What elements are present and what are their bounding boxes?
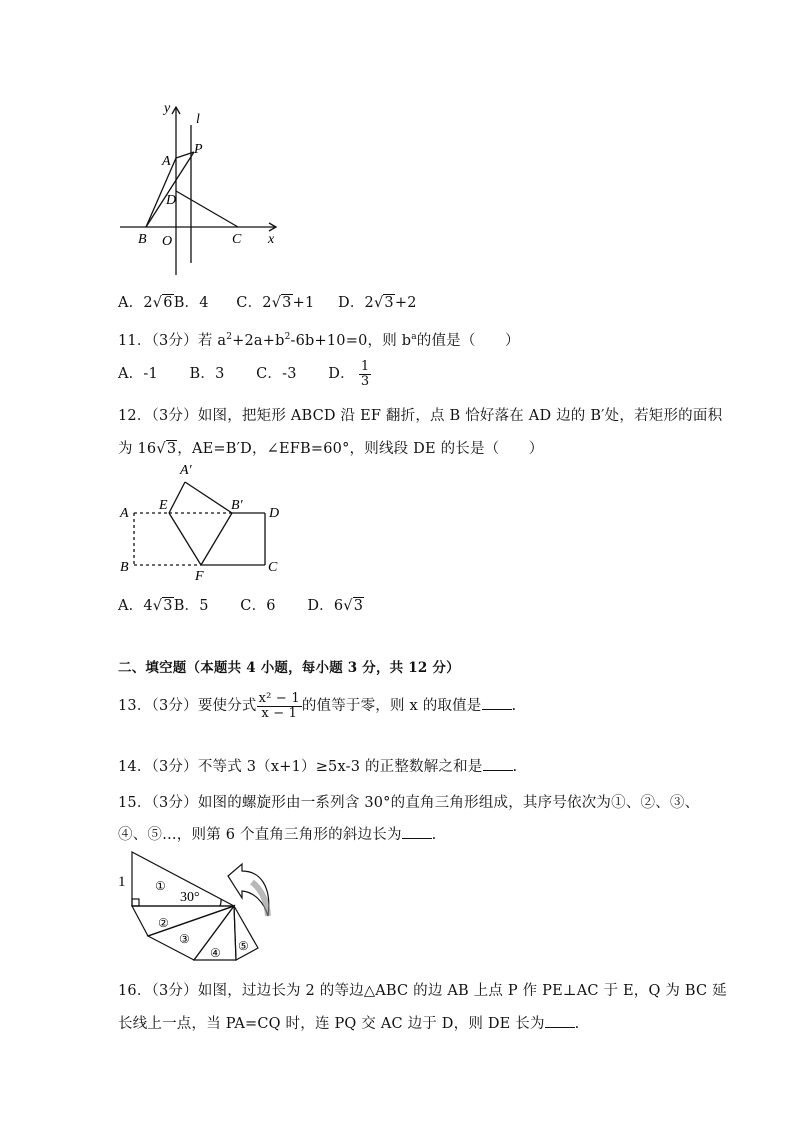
- label-B1: B′: [231, 498, 243, 513]
- q13-fraction: $\frac{\text{x² − 1}}{x - 1}$: [258, 691, 300, 721]
- label-C: C: [232, 232, 242, 247]
- segment-DC: [176, 191, 238, 227]
- label-B: B: [120, 560, 129, 575]
- q10-option-c[interactable]: C．2√3+1: [236, 295, 315, 311]
- label-circle3: ③: [179, 932, 190, 946]
- angle-arc: [220, 899, 221, 906]
- q12-option-a[interactable]: A．4√3: [118, 598, 173, 614]
- q11-option-c[interactable]: C．-3: [256, 366, 297, 383]
- label-D: D: [166, 193, 177, 208]
- label-B: B: [138, 232, 147, 247]
- label-C: C: [268, 560, 278, 575]
- label-O: O: [162, 234, 173, 249]
- section-heading: 二、填空题（本题共 4 小题，每小题 3 分，共 12 分）: [118, 660, 460, 676]
- q10-options: [118, 291, 417, 312]
- label-circle5: ⑤: [238, 939, 249, 953]
- q16-line2: 长线上一点，当 PA=CQ 时，连 PQ 交 AC 边于 D，则 DE 长为 .: [118, 1016, 580, 1032]
- q11-options: [118, 360, 371, 388]
- label-circle4: ④: [210, 946, 221, 960]
- q12-option-b[interactable]: B．5: [173, 598, 209, 614]
- q11-option-d[interactable]: D． $\frac{1}{3}$: [328, 359, 370, 389]
- q15-figure: [112, 846, 282, 966]
- q15-line1: 15．（3分）如图的螺旋形由一系列含 30°的直角三角形组成，其序号依次为①、②、③、: [118, 795, 700, 811]
- q16-line1: 16．（3分）如图，过边长为 2 的等边△ABC 的边 AB 上点 P 作 PE⊥AC 于 E，Q 为 BC 延: [118, 983, 727, 999]
- q10-option-b[interactable]: B．4: [173, 295, 209, 311]
- triangle-3: [148, 906, 234, 960]
- q15-answer-blank[interactable]: [402, 826, 432, 839]
- q13-answer-blank[interactable]: [482, 697, 512, 710]
- segment-EF: [169, 513, 201, 565]
- label-one: 1: [118, 874, 126, 890]
- label-circle2: ②: [158, 916, 169, 930]
- label-circle1: ①: [155, 879, 166, 893]
- q11-option-a[interactable]: A．-1: [118, 366, 158, 383]
- label-l: l: [196, 112, 200, 127]
- label-y: y: [164, 101, 171, 116]
- q12-line2: 为 16√3，AE=B′D，∠EFB=60°，则线段 DE 的长是（ ）: [118, 441, 544, 457]
- label-x: x: [268, 232, 275, 247]
- q12-line1: 12．（3分）如图，把矩形 ABCD 沿 EF 翻折，点 B 恰好落在 AD 边的 B′处，若矩形的面积: [118, 408, 723, 424]
- segment-A1B1: [185, 482, 232, 513]
- q10-option-d[interactable]: D．2√3+2: [338, 295, 417, 311]
- label-P: P: [194, 142, 203, 157]
- label-F: F: [195, 569, 204, 580]
- q12-figure: [112, 460, 292, 580]
- label-D: D: [269, 506, 280, 521]
- segment-EA1: [169, 482, 185, 513]
- q14-answer-blank[interactable]: [483, 758, 513, 771]
- label-A: A: [120, 506, 129, 521]
- q10-option-a[interactable]: A．2√6: [118, 295, 173, 311]
- q11-option-b[interactable]: B．3: [189, 366, 225, 383]
- q11-stem: 11．（3分）若 $a^2+2a+b^2-6b+10=0$，则 $b^a$的值是（ ）: [118, 332, 520, 349]
- q12-option-d[interactable]: D．6√3: [307, 598, 364, 614]
- label-A1: A′: [180, 463, 192, 478]
- q12-options: [118, 594, 364, 615]
- label-angle: 30°: [180, 890, 200, 905]
- label-E: E: [159, 498, 168, 513]
- q15-line2: ④、⑤…，则第 6 个直角三角形的斜边长为 .: [118, 827, 437, 843]
- q14: 14．（3分）不等式 3（x+1）≥5x-3 的正整数解之和是 .: [118, 759, 518, 775]
- label-A: A: [162, 154, 171, 169]
- q13: 13．（3分）要使分式 $\frac{\text{x² − 1}}{x - 1}$ 的值等于零，则 x 的取值是 .: [118, 691, 517, 721]
- q12-option-c[interactable]: C．6: [240, 598, 276, 614]
- segment-FB1: [201, 513, 232, 565]
- q16-answer-blank[interactable]: [545, 1015, 575, 1028]
- q10-figure: [110, 95, 290, 280]
- right-angle-mark: [132, 899, 139, 906]
